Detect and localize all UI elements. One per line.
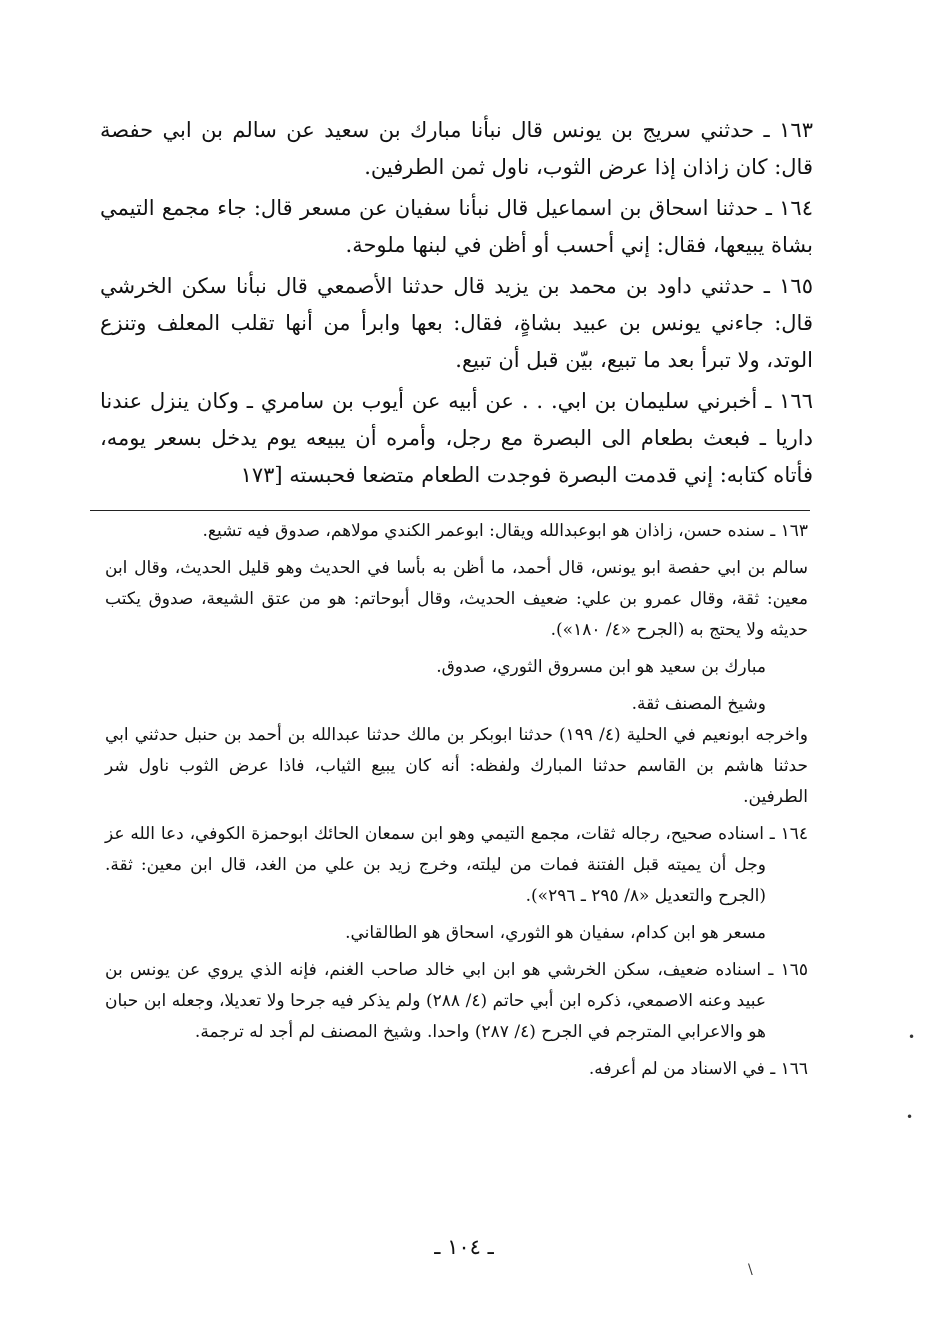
- footnote-165: ١٦٥ ـ اسناده ضعيف، سكن الخرشي هو ابن ابي خالد صاحب الغنم، فإنه الذي يروي عن يونس بن عبيد وعنه الاصمعي، ذكره ابن أبي حاتم (٤/ ٢٨٨) ولم يذكر فيه جرحا ولا تعديلا، وجعله ابن حبان هو والاعرابي المترجم في الجرح (٤/ ٢٨٧) واحدا. وشيخ المصنف لم أجد له ترجمة.: [105, 960, 808, 1042]
- main-text: [100, 112, 813, 498]
- footnote-163-salim: سالم بن ابي حفصة ابو يونس، قال أحمد، ما أظن به بأسا في الحديث وهو قليل الحديث، وقال ابن معين: ثقة، وقال عمرو بن علي: ضعيف الحديث، وقال أبوحاتم: هو من عتق الشيعة، صدوق يكتب حديثه ولا يحتج به (الجرح «٤/ ١٨٠»).: [105, 558, 808, 640]
- footnote-166: ١٦٦ ـ في الاسناد من لم أعرفه.: [588, 1059, 808, 1079]
- footnote-divider: [90, 510, 810, 511]
- hadith-entry-166: ١٦٦ ـ أخبرني سليمان بن ابي. . . عن أبيه عن أيوب بن سامري ـ وكان ينزل عندنا داريا ـ فبعث بطعام الى البصرة مع رجل، وأمره أن يبيعه يوم يدخل بسعر يومه، فأتاه كتابه: إني قدمت البصرة فوجدت الطعام متضعا فحبسته [١٧٣: [100, 389, 813, 487]
- page-number: ـ ١٠٤ ـ: [434, 1235, 494, 1259]
- hadith-entry-165: ١٦٥ ـ حدثني داود بن محمد بن يزيد قال حدثنا الأصمعي قال نبأنا سكن الخرشي قال: جاءني يونس بن عبيد بشاةٍ، فقال: بعها وابرأ من أنها تقلب المعلف وتنزع الوتد، ولا تبرأ بعد ما تبيع، بيّن قبل أن تبيع.: [100, 274, 813, 372]
- footnote-163-hilya: واخرجه ابونعيم في الحلية (٤/ ١٩٩) حدثنا ابوبكر بن مالك حدثنا عبدالله بن أحمد بن حنبل حدثني ابي حدثنا هاشم بن القاسم حدثنا المبارك ولفظه: أنه كان يبيع الثياب، فاذا عرض الثوب ناول شر الطرفين.: [105, 725, 808, 807]
- scan-speck: •: [908, 1030, 916, 1044]
- scan-speck: \: [748, 1262, 753, 1278]
- footnote-163-shaykh: وشيخ المصنف ثقة.: [631, 694, 766, 714]
- hadith-entry-163: ١٦٣ ـ حدثني سريج بن يونس قال نبأنا مبارك بن سعيد عن سالم بن ابي حفصة قال: كان زاذان إذا عرض الثوب، ناول ثمن الطرفين.: [100, 118, 813, 179]
- footnote-164: ١٦٤ ـ اسناده صحيح، رجاله ثقات، مجمع التيمي وهو ابن سمعان الحائك ابوحمزة الكوفي، دعا الله عز وجل أن يميته قبل الفتنة فمات من ليلته، وخرج زيد بن علي من الغد، قال ابن معين: ثقة. (الجرح والتعديل «٨/ ٢٩٥ ـ ٢٩٦»).: [105, 824, 808, 906]
- scan-speck: •: [906, 1110, 914, 1124]
- footnotes: [105, 516, 808, 1091]
- footnote-163: ١٦٣ ـ سنده حسن، زاذان هو ابوعبدالله ويقال: ابوعمر الكندي مولاهم، صدوق فيه تشيع.: [202, 521, 808, 541]
- footnote-164-narrators: مسعر هو ابن كدام، سفيان هو الثوري، اسحاق هو الطالقاني.: [345, 923, 766, 943]
- hadith-entry-164: ١٦٤ ـ حدثنا اسحاق بن اسماعيل قال نبأنا سفيان عن مسعر قال: جاء مجمع التيمي بشاة يبيعها، فقال: إني أحسب أو أظن في لبنها ملوحة.: [100, 196, 813, 257]
- footnote-163-mubarak: مبارك بن سعيد هو ابن مسروق الثوري، صدوق.: [436, 657, 766, 677]
